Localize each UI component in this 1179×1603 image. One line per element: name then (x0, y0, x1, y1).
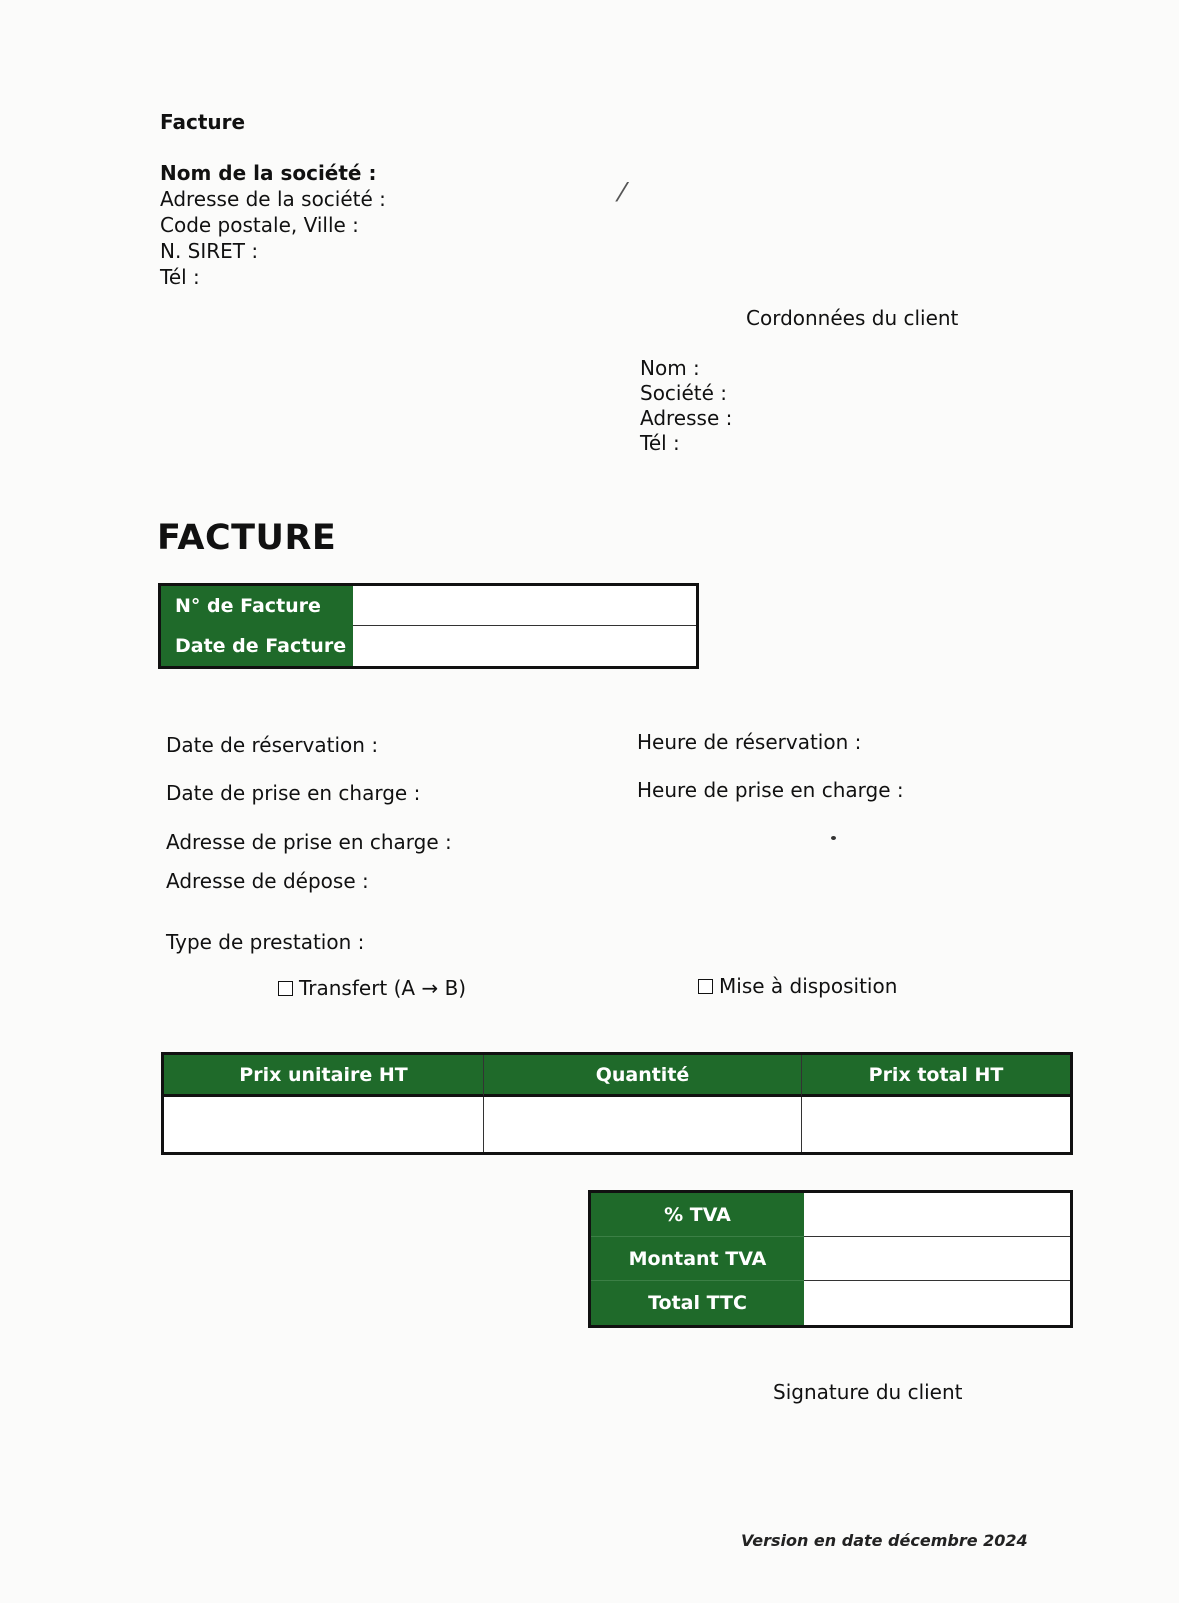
price-table (161, 1052, 1073, 1155)
client-signature-label: Signature du client (773, 1380, 963, 1404)
total-price-cell[interactable] (802, 1097, 1070, 1152)
company-info (160, 160, 386, 290)
service-type-label: Type de prestation : (166, 930, 365, 954)
vat-amount-field[interactable] (804, 1237, 1070, 1281)
header-unit-price: Prix unitaire HT (164, 1055, 484, 1097)
option-disposal-label: Mise à disposition (719, 974, 898, 998)
company-phone-label: Tél : (160, 265, 200, 289)
invoice-number-field[interactable] (353, 586, 696, 626)
pickup-address-label: Adresse de prise en charge : (166, 830, 452, 854)
vat-rate-field[interactable] (804, 1193, 1070, 1237)
reservation-time-label: Heure de réservation : (637, 730, 862, 754)
client-name-label: Nom : (640, 356, 700, 380)
dropoff-address-label: Adresse de dépose : (166, 869, 369, 893)
option-transfer[interactable] (278, 976, 466, 1000)
company-siret-label: N. SIRET : (160, 239, 259, 263)
reservation-date-label: Date de réservation : (166, 733, 379, 757)
client-address-label: Adresse : (640, 406, 733, 430)
version-footer: Version en date décembre 2024 (741, 1531, 1028, 1550)
document-label: Facture (160, 110, 246, 134)
invoice-number-label: N° de Facture (161, 586, 353, 626)
disposal-checkbox[interactable] (698, 979, 713, 994)
quantity-cell[interactable] (484, 1097, 802, 1152)
company-postal-city-label: Code postale, Ville : (160, 213, 359, 237)
transfer-checkbox[interactable] (278, 981, 293, 996)
option-transfer-label: Transfert (A → B) (299, 976, 467, 1000)
invoice-date-field[interactable] (353, 626, 696, 666)
invoice-title: FACTURE (157, 518, 337, 558)
pickup-date-label: Date de prise en charge : (166, 781, 421, 805)
total-ttc-field[interactable] (804, 1281, 1070, 1325)
vat-rate-label: % TVA (591, 1193, 804, 1237)
option-disposal[interactable] (698, 974, 897, 998)
totals-table (588, 1190, 1073, 1328)
vat-amount-label: Montant TVA (591, 1237, 804, 1281)
pickup-time-label: Heure de prise en charge : (637, 778, 904, 802)
company-address-label: Adresse de la société : (160, 187, 386, 211)
invoice-date-label: Date de Facture (161, 626, 353, 666)
header-quantity: Quantité (484, 1055, 802, 1097)
invoice-meta-table (158, 583, 699, 669)
pen-mark: ⁄ (620, 178, 625, 208)
client-section-title: Cordonnées du client (746, 306, 959, 330)
unit-price-cell[interactable] (164, 1097, 484, 1152)
client-company-label: Société : (640, 381, 728, 405)
client-phone-label: Tél : (640, 431, 680, 455)
ink-dot (831, 836, 836, 840)
company-name-label: Nom de la société : (160, 161, 377, 185)
client-info (640, 356, 732, 456)
total-ttc-label: Total TTC (591, 1281, 804, 1325)
header-total-price: Prix total HT (802, 1055, 1070, 1097)
